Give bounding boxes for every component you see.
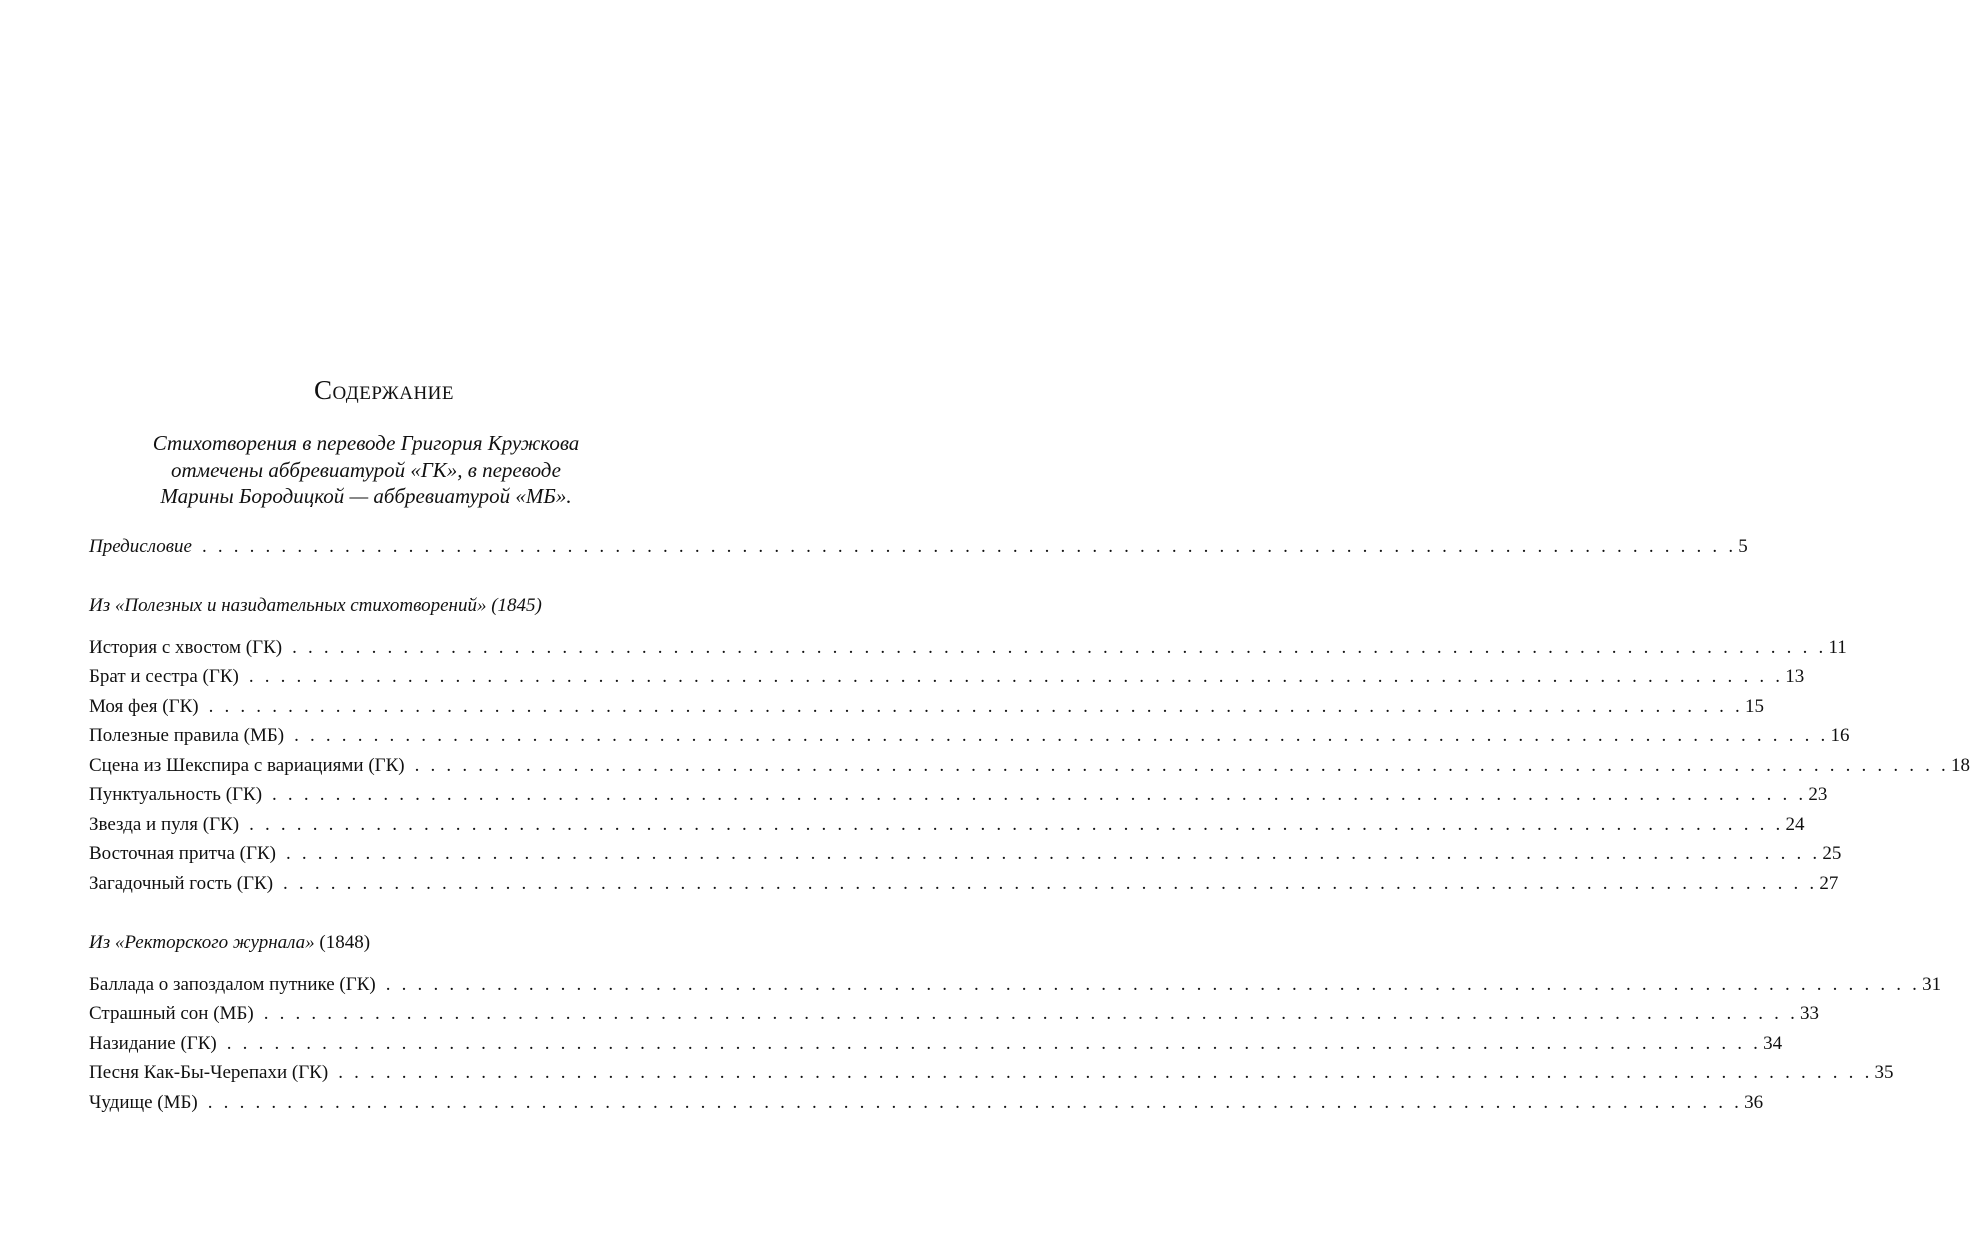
section-heading-plain: (1848)	[314, 932, 371, 953]
toc-entry[interactable]	[89, 841, 1842, 867]
note-line: Марины Бородицкой — аббревиатурой «МБ».	[160, 484, 572, 508]
leader-dots: . . . . . . . . . . . . . . . . . . . . . . . . . . . . . . . . . . . . . . . . . . . . . . . . . . . . . . . . . . . . . . . . . . . . . . . . . . . . . . . . . . . . . . . . . . . . . . . . .	[248, 666, 1784, 687]
section-heading-italic: Из «Полезных и назидательных стихотворений» (1845)	[89, 595, 542, 616]
toc-entry[interactable]	[89, 1031, 1783, 1057]
toc-entry[interactable]	[89, 1060, 1894, 1086]
toc-entry-title: Предисловие	[89, 536, 192, 557]
section-heading	[89, 930, 632, 956]
toc-page-number: 24	[1785, 814, 1805, 835]
toc-page-number: 13	[1785, 666, 1805, 687]
leader-dots: . . . . . . . . . . . . . . . . . . . . . . . . . . . . . . . . . . . . . . . . . . . . . . . . . . . . . . . . . . . . . . . . . . . . . . . . . . . . . . . . . . . . . . . . . . . . . . . . .	[283, 873, 1818, 894]
toc-entry-title: Песня Как-Бы-Черепахи (ГК)	[89, 1062, 329, 1083]
toc-entry-title: Пунктуальность (ГК)	[89, 784, 263, 805]
toc-entry[interactable]	[89, 753, 1970, 779]
toc-entry[interactable]	[89, 1090, 1764, 1116]
toc-entry-title: Загадочный гость (ГК)	[89, 873, 274, 894]
toc-entry[interactable]	[89, 812, 1805, 838]
toc-entry-title: Сцена из Шекспира с вариациями (ГК)	[89, 755, 405, 776]
toc-entry-title: Полезные правила (МБ)	[89, 725, 285, 746]
toc-page-number: 25	[1822, 843, 1842, 864]
toc-entry-title: Брат и сестра (ГК)	[89, 666, 239, 687]
toc-page-number: 16	[1830, 725, 1850, 746]
toc-page-number: 15	[1744, 696, 1764, 717]
translator-note	[0, 430, 732, 510]
toc-entry[interactable]	[89, 723, 1850, 749]
toc-page-number: 31	[1922, 974, 1942, 995]
toc-entry[interactable]	[89, 972, 1942, 998]
leader-dots: . . . . . . . . . . . . . . . . . . . . . . . . . . . . . . . . . . . . . . . . . . . . . . . . . . . . . . . . . . . . . . . . . . . . . . . . . . . . . . . . . . . . . . . . . . . . . . . . .	[263, 1003, 1799, 1024]
toc-entry-title: Страшный сон (МБ)	[89, 1003, 254, 1024]
toc-entry-title: Моя фея (ГК)	[89, 696, 199, 717]
leader-dots: . . . . . . . . . . . . . . . . . . . . . . . . . . . . . . . . . . . . . . . . . . . . . . . . . . . . . . . . . . . . . . . . . . . . . . . . . . . . . . . . . . . . . . . . . . . . . . . . .	[294, 725, 1829, 746]
section-heading-italic: Из «Ректорского журнала»	[89, 932, 315, 953]
toc-page-number: 27	[1819, 873, 1839, 894]
note-line: отмечены аббревиатурой «ГК», в переводе	[171, 457, 561, 482]
page-title: Содержание	[313, 375, 455, 405]
note-line: Стихотворения в переводе Григория Кружкова	[152, 431, 580, 455]
leader-dots: . . . . . . . . . . . . . . . . . . . . . . . . . . . . . . . . . . . . . . . . . . . . . . . . . . . . . . . . . . . . . . . . . . . . . . . . . . . . . . . . . . . . . . . . . . . . . . . . .	[226, 1033, 1762, 1054]
leader-dots: . . . . . . . . . . . . . . . . . . . . . . . . . . . . . . . . . . . . . . . . . . . . . . . . . . . . . . . . . . . . . . . . . . . . . . . . . . . . . . . . . . . . . . . . . . . . . . . . .	[414, 755, 1949, 776]
toc-page-number: 11	[1828, 637, 1847, 658]
toc-page-number: 33	[1800, 1003, 1820, 1024]
toc-entry-title: Назидание (ГК)	[89, 1033, 217, 1054]
leader-dots: . . . . . . . . . . . . . . . . . . . . . . . . . . . . . . . . . . . . . . . . . . . . . . . . . . . . . . . . . . . . . . . . . . . . . . . . . . . . . . . . . . . . . . . . . . . . . . . . .	[249, 814, 1784, 835]
leader-dots: . . . . . . . . . . . . . . . . . . . . . . . . . . . . . . . . . . . . . . . . . . . . . . . . . . . . . . . . . . . . . . . . . . . . . . . . . . . . . . . . . . . . . . . . . . . . . . . . .	[208, 696, 1743, 717]
toc-entry[interactable]	[89, 871, 1839, 897]
leader-dots: . . . . . . . . . . . . . . . . . . . . . . . . . . . . . . . . . . . . . . . . . . . . . . . . . . . . . . . . . . . . . . . . . . . . . . . . . . . . . . . . . . . . . . . . . . . . . . . . .	[385, 974, 1921, 995]
leader-dots: . . . . . . . . . . . . . . . . . . . . . . . . . . . . . . . . . . . . . . . . . . . . . . . . . . . . . . . . . . . . . . . . . . . . . . . . . . . . . . . . . . . . . . . . . . . . . . . . .	[272, 784, 1807, 805]
toc-entry[interactable]	[89, 694, 1764, 720]
toc-page-number: 34	[1763, 1033, 1783, 1054]
leader-dots: . . . . . . . . . . . . . . . . . . . . . . . . . . . . . . . . . . . . . . . . . . . . . . . . . . . . . . . . . . . . . . . . . . . . . . . . . . . . . . . . . . . . . . . . . . . . . . . . .	[207, 1092, 1743, 1113]
toc-entry[interactable]	[89, 635, 1847, 661]
toc-entry-title: Чудище (МБ)	[89, 1092, 198, 1113]
toc-entry[interactable]	[89, 664, 1805, 690]
leader-dots: . . . . . . . . . . . . . . . . . . . . . . . . . . . . . . . . . . . . . . . . . . . . . . . . . . . . . . . . . . . . . . . . . . . . . . . . . . . . . . . . . . . . . . . . . . . . . . . . .	[292, 637, 1827, 658]
toc-entry[interactable]	[89, 782, 1828, 808]
toc-entry-title: Звезда и пуля (ГК)	[89, 814, 240, 835]
leader-dots: . . . . . . . . . . . . . . . . . . . . . . . . . . . . . . . . . . . . . . . . . . . . . . . . . . . . . . . . . . . . . . . . . . . . . . . . . . . . . . . . . . . . . . . . . . . . . . . . .	[338, 1062, 1873, 1083]
toc-page-number: 23	[1808, 784, 1828, 805]
leader-dots: . . . . . . . . . . . . . . . . . . . . . . . . . . . . . . . . . . . . . . . . . . . . . . . . . . . . . . . . . . . . . . . . . . . . . . . . . . . . . . . . . . . . . . . . . . . . . . . . .	[201, 536, 1737, 557]
toc-page-number: 36	[1744, 1092, 1764, 1113]
toc-entry-title: Восточная притча (ГК)	[89, 843, 276, 864]
toc-page-number: 35	[1874, 1062, 1894, 1083]
section-heading	[89, 593, 632, 619]
toc-page-number: 18	[1950, 755, 1970, 776]
toc-entry-preface[interactable]	[89, 534, 1748, 560]
toc-entry-title: Баллада о запоздалом путнике (ГК)	[89, 974, 376, 995]
leader-dots: . . . . . . . . . . . . . . . . . . . . . . . . . . . . . . . . . . . . . . . . . . . . . . . . . . . . . . . . . . . . . . . . . . . . . . . . . . . . . . . . . . . . . . . . . . . . . . . . .	[285, 843, 1821, 864]
toc-entry-title: История с хвостом (ГК)	[89, 637, 283, 658]
toc-entry[interactable]	[89, 1001, 1820, 1027]
toc-page-number: 5	[1738, 536, 1748, 557]
